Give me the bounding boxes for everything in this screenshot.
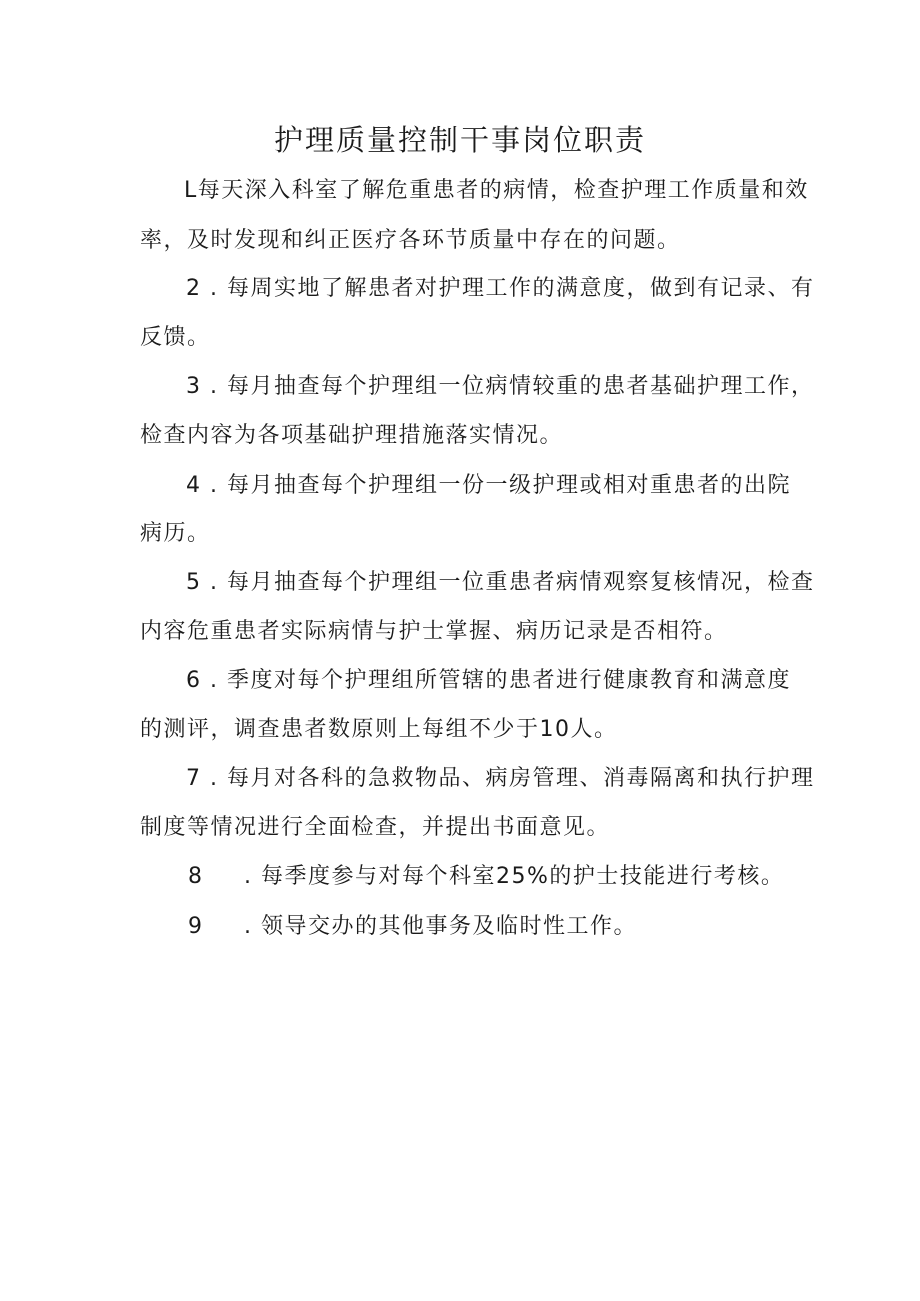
item-6-line-1: 6 . 季度对每个护理组所管辖的患者进行健康教育和满意度 [186,668,791,693]
item-4-line-2: 病历。 [140,521,211,546]
item-2-line-1: 2 . 每周实地了解患者对护理工作的满意度，做到有记录、有 [186,276,815,301]
item-4-line-1: 4 . 每月抽查每个护理组一份一级护理或相对重患者的出院 [186,473,791,498]
item-6-line-2: 的测评，调查患者数原则上每组不少于10人。 [140,717,618,742]
item-7-line-2: 制度等情况进行全面检查，并提出书面意见。 [140,815,611,840]
item-7-line-1: 7 . 每月对各科的急救物品、病房管理、消毒隔离和执行护理 [186,766,815,791]
item-5-line-2: 内容危重患者实际病情与护士掌握、病历记录是否相符。 [140,619,728,644]
document-title: 护理质量控制干事岗位职责 [273,123,646,157]
item-8-text: . 每季度参与对每个科室25%的护士技能进行考核。 [244,864,785,889]
item-9-number: 9 [188,914,202,939]
item-1-line-2: 率，及时发现和纠正医疗各环节质量中存在的问题。 [140,228,681,253]
item-5-line-1: 5 . 每月抽查每个护理组一位重患者病情观察复核情况，检查 [186,570,815,595]
item-2-line-2: 反馈。 [140,325,211,350]
item-9-text: . 领导交办的其他事务及临时性工作。 [244,914,637,939]
item-1-line-1: L每天深入科室了解危重患者的病情，检查护理工作质量和效 [184,178,809,203]
item-3-line-2: 检查内容为各项基础护理措施落实情况。 [140,423,564,448]
item-8-number: 8 [188,864,202,889]
item-3-line-1: 3 . 每月抽查每个护理组一位病情较重的患者基础护理工作， [186,374,815,399]
